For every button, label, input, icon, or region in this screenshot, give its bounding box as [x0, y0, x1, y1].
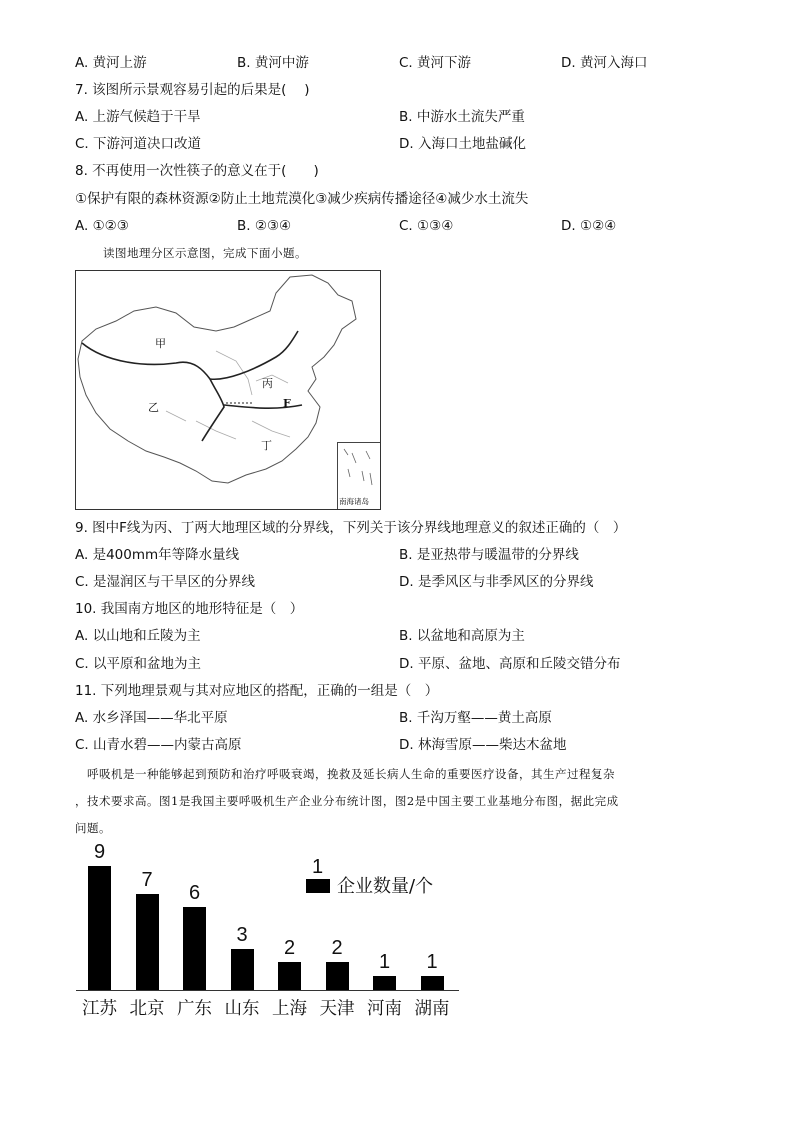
x-axis: [76, 990, 459, 991]
x-tick-label: 湖南: [414, 999, 450, 1019]
x-tick-label: 广东: [177, 999, 212, 1019]
map-intro: 读图地理分区示意图，完成下面小题。: [103, 246, 307, 260]
q7-option-c: C. 下游河道决口改道: [75, 136, 202, 152]
south-china-sea-dots: [338, 443, 379, 493]
q9-option-d: D. 是季风区与非季风区的分界线: [399, 574, 594, 590]
q11-option-b: B. 千沟万壑——黄土高原: [399, 710, 552, 726]
bar-广东: [183, 907, 206, 990]
bar-value-label: 1: [378, 951, 391, 974]
q8-option-d: D. ①②④: [561, 218, 617, 234]
boundary-north: [82, 331, 298, 379]
x-tick-label: 上海: [272, 999, 307, 1019]
q8-statements: ①保护有限的森林资源②防止土地荒漠化③减少疾病传播途径④减少水土流失: [75, 191, 529, 207]
q6-option-d: D. 黄河入海口: [561, 55, 648, 71]
q9-option-b: B. 是亚热带与暖温带的分界线: [399, 547, 579, 563]
inset-label: 南海诸岛: [339, 497, 369, 506]
q11-option-a: A. 水乡泽国——华北平原: [75, 710, 228, 726]
q10-option-d: D. 平原、盆地、高原和丘陵交错分布: [399, 656, 621, 672]
region-label-ding: 丁: [261, 439, 272, 452]
passage-line-2: ，技术要求高。图1是我国主要呼吸机生产企业分布统计图，图2是中国主要工业基地分布图，据此完成: [75, 794, 619, 808]
bar-山东: [231, 949, 254, 990]
line-label-f: F: [283, 397, 291, 410]
x-tick-label: 北京: [129, 999, 165, 1019]
q11-stem: 11. 下列地理景观与其对应地区的搭配，正确的一组是（ ）: [75, 683, 439, 699]
bar-value-label: 1: [426, 951, 438, 974]
q6-option-a: A. 黄河上游: [75, 55, 147, 71]
legend-series-name: 企业数量/个: [337, 876, 434, 897]
south-china-sea-inset: [337, 442, 380, 509]
legend-swatch: [306, 879, 330, 893]
boundary-west: [202, 379, 224, 441]
bar-value-label: 2: [331, 937, 343, 960]
bar-value-label: 7: [141, 868, 153, 891]
q9-option-a: A. 是400mm年等降水量线: [75, 547, 240, 563]
q8-option-c: C. ①③④: [399, 218, 454, 234]
region-label-yi: 乙: [148, 401, 159, 414]
q6-option-b: B. 黄河中游: [237, 55, 309, 71]
x-tick-label: 山东: [224, 999, 260, 1019]
bar-河南: [373, 976, 396, 990]
q10-stem: 10. 我国南方地区的地形特征是（ ）: [75, 601, 304, 617]
bar-value-label: 3: [236, 923, 248, 946]
region-label-bing: 丙: [262, 377, 273, 390]
bar-湖南: [421, 976, 444, 990]
china-region-map: [75, 270, 381, 510]
q10-option-a: A. 以山地和丘陵为主: [75, 628, 201, 644]
bar-value-label: 9: [93, 841, 106, 863]
bar-天津: [326, 962, 349, 990]
bar-北京: [136, 894, 159, 990]
q10-option-b: B. 以盆地和高原为主: [399, 628, 525, 644]
china-map-outline: [76, 271, 380, 509]
legend-value: 1: [312, 856, 324, 878]
passage-line-1: 呼吸机是一种能够起到预防和治疗呼吸衰竭，挽救及延长病人生命的重要医疗设备，其生产过程复杂: [75, 767, 615, 781]
region-label-jia: 甲: [155, 337, 166, 350]
q8-stem: 8. 不再使用一次性筷子的意义在于( ): [75, 163, 319, 179]
bar-value-label: 2: [283, 937, 296, 960]
q8-option-b: B. ②③④: [237, 218, 292, 234]
q9-stem: 9. 图中F线为丙、丁两大地理区域的分界线，下列关于该分界线地理意义的叙述正确的（ ）: [75, 520, 627, 536]
q11-option-d: D. 林海雪原——柴达木盆地: [399, 737, 567, 753]
passage-line-3: 问题。: [75, 821, 111, 835]
bar-value-label: 6: [188, 882, 201, 905]
q6-option-c: C. 黄河下游: [399, 55, 472, 71]
x-tick-label: 天津: [319, 999, 355, 1019]
q11-option-c: C. 山青水碧——内蒙古高原: [75, 737, 242, 753]
x-tick-label: 河南: [367, 999, 402, 1019]
q10-option-c: C. 以平原和盆地为主: [75, 656, 202, 672]
x-tick-label: 江苏: [82, 999, 117, 1019]
q7-option-b: B. 中游水土流失严重: [399, 109, 525, 125]
q9-option-c: C. 是湿润区与干旱区的分界线: [75, 574, 256, 590]
q7-stem: 7. 该图所示景观容易引起的后果是( ): [75, 82, 310, 98]
bar-江苏: [88, 866, 111, 990]
q8-option-a: A. ①②③: [75, 218, 129, 234]
q7-option-a: A. 上游气候趋于干旱: [75, 109, 201, 125]
bar-上海: [278, 962, 301, 990]
q7-option-d: D. 入海口土地盐碱化: [399, 136, 526, 152]
